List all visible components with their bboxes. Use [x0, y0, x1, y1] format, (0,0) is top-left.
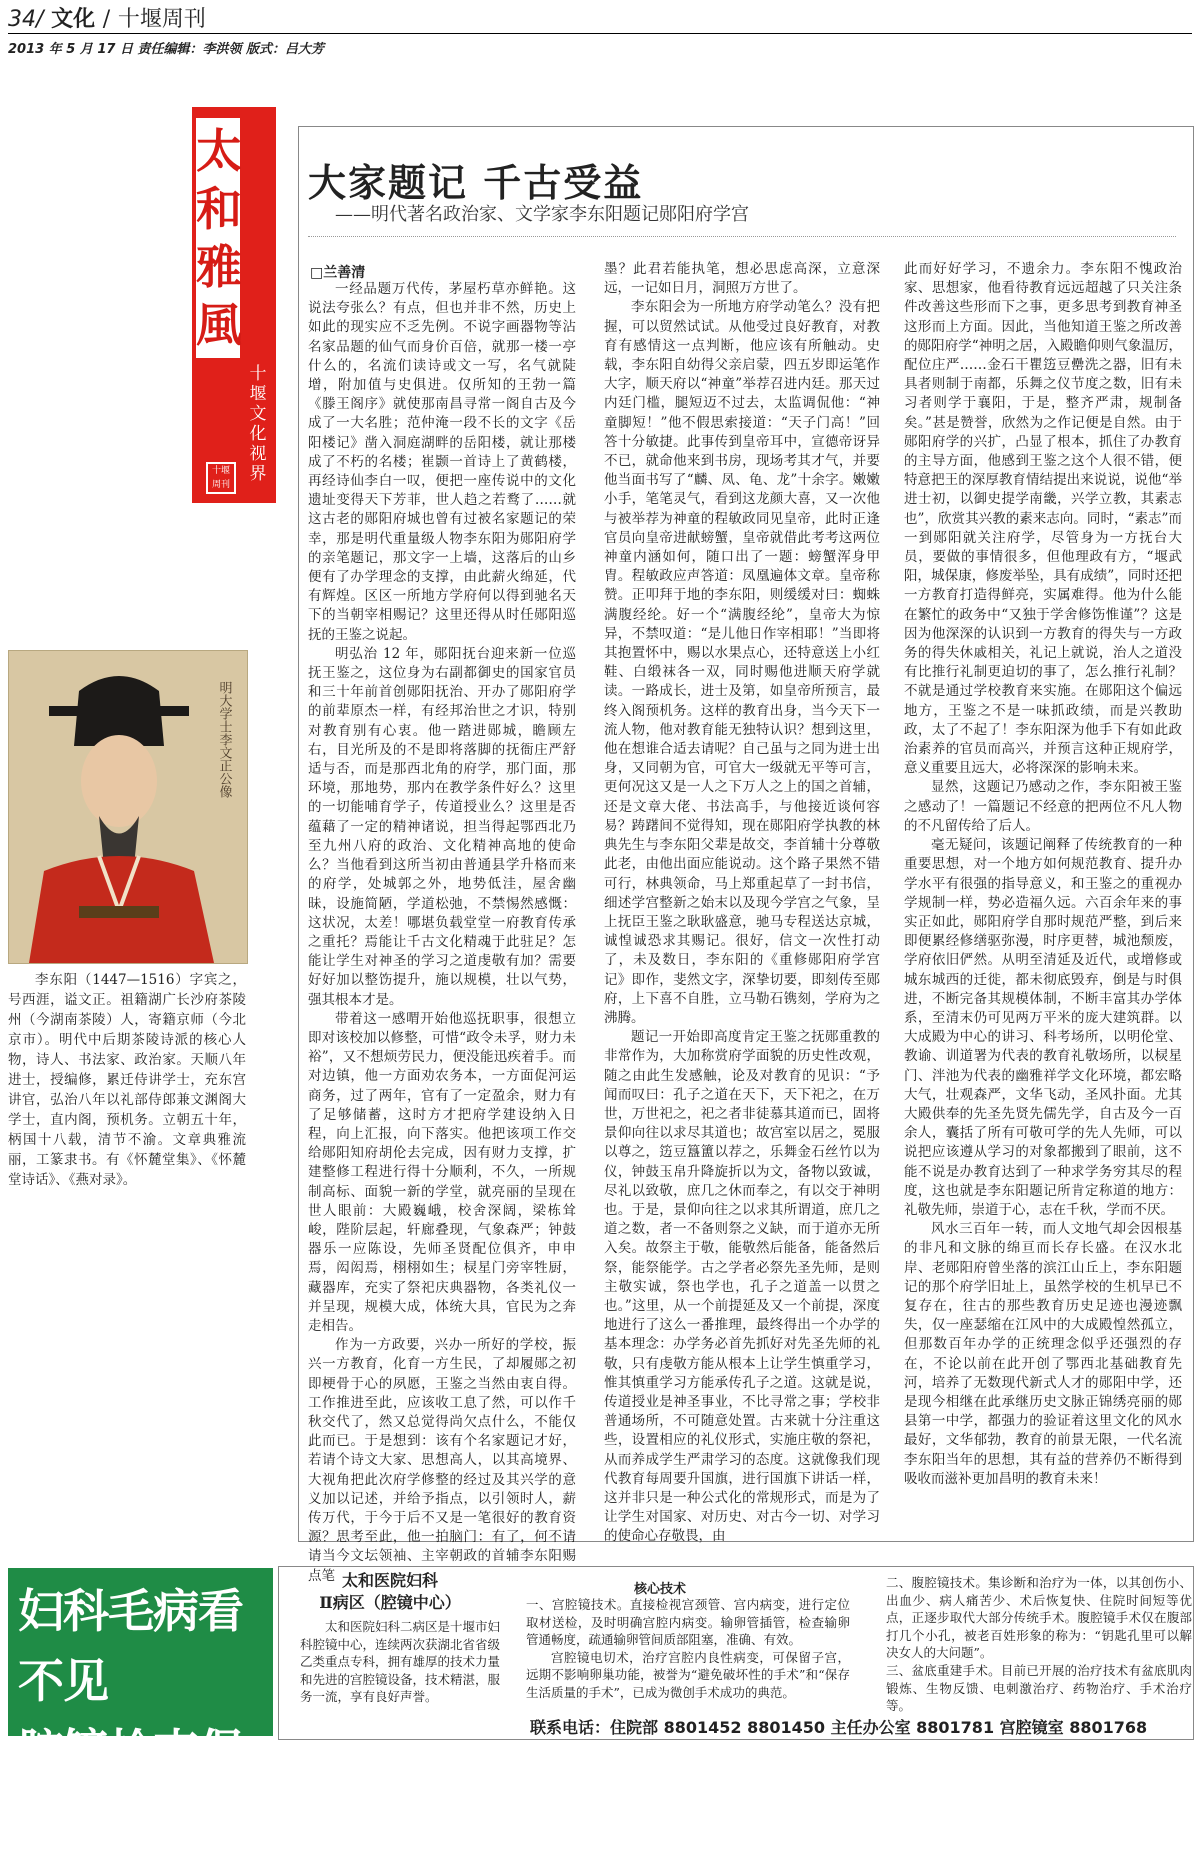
publication-name: 十堰周刊: [117, 7, 206, 32]
ad-core-item: 宫腔镜电切术，治疗宫腔内良性病变，可保留子宫，远期不影响卵巢功能，被誉为“避免破坏性的手术”和“保存生活质量的手术”，已成为微创手术成功的典范。: [526, 1649, 850, 1700]
paragraph: 带着这一感喟开始他巡抚职事，很想立即对该校加以修整，可惜“政令未孚，财力未裕”，又不想烦劳民力，便没能迅疾着手。而对边镇，他一方面劝农务本，一方面促河运商务，过了两年，官有了一定盈余，财力有了足够储蓄，这时方才把府学建设纳入日程，向上汇报，向下落实。他把该项工作交给郧阳知府胡伦去完成，因有财力支撑，扩建整修工程进行得十分顺利，不久，一所规制高标、面貌一新的学堂，就亮丽的呈现在世人眼前：大殿巍峨，校舍深阔，梁栋耸峻，陛阶层起，轩廊叠现，气象森严；钟鼓器乐一应陈设，先师圣贤配位俱齐，申申焉，闳闳焉，栩栩如生；棂星门旁宰牲厨，藏器库，充实了祭祀庆典器物，各类礼仪一并呈现，规模大成，体统大具，官民为之奔走相告。: [308, 1010, 576, 1334]
header-meta: 2013 年 5 月 17 日 责任编辑：李洪领 版式：吕大芳: [8, 42, 324, 57]
page-number: 34/: [8, 7, 44, 32]
ad-ward-name: Ⅱ病区（腔镜中心）: [319, 1593, 461, 1612]
section-name: 文化: [51, 6, 96, 32]
paragraph: 墨？此君若能执笔，想必思虑高深，立意深远，一记如日月，洞照万方世了。: [604, 261, 880, 297]
paragraph: 一经品题万代传，茅屋朽草亦鲜艳。这说法夸张么？有点，但也并非不然，历史上如此的现实应不乏先例。不说字画器物等沾名家品题的仙气而身价百倍，就那一楼一亭什么的，名流们读诗或文一写，名气就陡增，附加值与史俱进。仅所知的王勃一篇《滕王阁序》就使那南昌寻常一阁自古及今成了一大名胜；范仲淹一段不长的文字《岳阳楼记》凿入洞庭湖畔的岳阳楼，就让那楼成了不朽的名楼；崔颢一首诗上了黄鹤楼，再经诗仙李白一叹，便把一座传说中的文化遗址变得天下芳菲，世人趋之若鹜了……就这古老的郧阳府城也曾有过被名家题记的荣幸，那是明代重量级人物李东阳为郧阳府学的亲笔题记，那文字一上墙，这落后的山乡便有了办学理念的支撑，由此薪火绵延，代有辉煌。区区一所地方学府何以得到驰名天下的当朝宰相赐记？这里还得从时任郧阳巡抚的王鉴之说起。: [308, 281, 576, 643]
column-title: 太和雅風: [196, 118, 240, 358]
header-slash: /: [102, 7, 111, 32]
portrait-inscription: 明大学士李文正公像: [216, 681, 232, 798]
column-subtitle: 十堰文化视界: [249, 364, 267, 484]
paragraph: 此而好好学习，不遗余力。李东阳不愧政治家、思想家，他看待教育远远超越了只关注条件改善这些形而下之事，更多思考到教育神圣这形而上方面。因此，当他知道王鉴之所改善的郧阳府学“神明之居，入殿瞻仰则气象温厉，配位庄严……金石干瞿笾豆罍洗之器，旧有未具者则制于南都，乐舞之仪节度之数，旧有未习者则学于襄阳，于是，整齐严肃，规制备矣。”甚是赞誉，欣然为之作记便是自然。由于郧阳府学的兴扩，凸显了根本，抓住了办教育的主导方面，他感到王鉴之这个人很不错，便特意把王的深厚教育情结提出来说说，说他“举进士初，以御史提学南畿，兴学立教，其素志也”，欣赏其兴教的素来志向。同时，“素志”而一到郧阳就关注府学，尽管身为一方抚台大员，要做的事情很多，但他理政有方，“堰武阳，城保康，修废举坠，具有成绩”，同时还把一方教育打造得鲜亮，实属难得。他为什么能在繁忙的政务中“又独于学舍修饬惟谨”？这是因为他深深的认识到一方教育的得失与一方政务的得失休戚相关，礼记上就说，治人之道没有比推行礼制更迫切的事了，怎么推行礼制？不就是通过学校教育来实施。在郧阳这个偏远地方，王鉴之不是一味抓政绩，而是兴教助政，太了不起了！李东阳深为他手下有如此政治素养的官员而高兴，并预言这种正规府学，意义重要且远大，必将深深的影响未来。: [904, 261, 1182, 777]
article-subtitle: ——明代著名政治家、文学家李东阳题记郧阳府学宫: [335, 204, 749, 225]
ad-hospital-name: 太和医院妇科: [341, 1571, 438, 1590]
ad-slogan-line-2: 腔镜检查保安全: [18, 1724, 243, 1848]
paragraph: 李东阳会为一所地方府学动笔么？没有把握，可以贸然试试。从他受过良好教育，对教育有感情这一点判断，他应该有所触动。史载，李东阳自幼得父亲启蒙，四五岁即运笔作大字，顺天府以“神童”举荐召进内廷。那天过内廷门槛，腿短迈不过去，太监调侃他：“神童脚短！”他不假思索接道：“天子门高！”回答十分敏捷。此事传到皇帝耳中，宣德帝讶异不已，就命他来到书房，现场考其才气，并要他当面书写了“麟、凤、龟、龙”十余字。嫩嫩小手，笔笔灵气，看到这龙颜大喜，又一次他与被举荐为神童的程敏政同见皇帝，此时正逢官员向皇帝进献螃蟹，皇帝就借此考考这两位神童内涵如何，随口出了一题：螃蟹浑身甲胄。程敏政应声答道：凤凰遍体文章。皇帝称赞。正叩拜于地的李东阳，则缓缓对曰：蜘蛛满腹经纶。好一个“满腹经纶”，皇帝大为惊异，不禁叹道：“是儿他日作宰相耶！”当即将其抱置怀中，赐以水果点心，还特意送上小红鞋、白缎袜各一双，同时赐他进顺天府学就读。一路成长，进士及第，如皇帝所预言，最终入阁预机务。这样的教育出身，当今天下一流人物，他对教育能无独特认识？想到这里，他在想谁合适去请呢？自己虽与之同为进士出身，又同朝为官，可官大一级就无平等可言，更何况这又是一人之下万人之上的国之首辅，还是文章大佬、书法高手，与他接近谈何容易？踌躇间不觉得知，现在郧阳府学执教的林典先生与李东阳父辈是故交，李首辅十分尊敬此老，由他出面应能说动。这个路子果然不错可行，林典领命，马上郑重起草了一封书信，细述学宫整新之始末以及现今学宫之气象，呈上抚臣王鉴之耿耿盛意，驰马专程送达京城，诚惶诚恐求其赐记。很好，信文一次性打动了，未及数日，李东阳的《重修郧阳府学宫记》即作，斐然文字，深挚切要，即刻传至郧府，上下喜不自胜，立马勒石镌刻，学府为之沸腾。: [604, 299, 880, 1026]
article-column-3: [904, 260, 1182, 1538]
title-separator: [308, 236, 1176, 238]
paragraph: 题记一开始即高度肯定王鉴之抚郧重教的非常作为，大加称赏府学面貌的历史性改观，随之由此生发感触，论及对教育的见识：“予闻而叹曰：孔子之道在天下，天下祀之，在万世，万世祀之，祀之者非徒慕其道而已，固将景仰向往以求尽其道也；故宫室以居之，冕服以尊之，笾豆簋簠以荐之，乐舞金石丝竹以为仪，钟鼓玉帛升降旋折以为文，备物以致诚，尽礼以致敬，庶几之休而奉之，有以交于神明也。于是，景仰向往之以求其所谓道，庶几之道之数，者一不备则祭之义缺，而于道亦无所入矣。故祭主于敬，能敬然后能备，能备然后祭，能祭能学。古之学者必祭先圣先师，是则主敬实诚，祭也学也，孔子之道盖一以贯之也。”这里，从一个前提延及又一个前提，深度地进行了这么一番推理，最终得出一个办学的基本理念：办学务必首先抓好对先圣先师的礼敬，只有虔敬方能从根本上让学生慎重学习，惟其慎重学习方能承传孔子之道。这就是说，传道授业是神圣事业，不比寻常之事；学校非普通场所，不可随意处置。古来就十分注重这些，设置相应的礼仪形式，实施庄敬的祭祀，从而养成学生严肃学习的态度。这就像我们现代教育每周要升国旗，进行国旗下讲话一样，这并非只是一种公式化的常规形式，而是为了让学生对国家、对历史、对古今一切、对学习的使命心存敬畏，由: [604, 1029, 880, 1545]
ad-hospital-title: [300, 1570, 480, 1614]
page-header: [8, 2, 206, 33]
portrait-image: [8, 650, 248, 964]
portrait-caption: [8, 970, 246, 1190]
ad-slogan-panel: [8, 1568, 273, 1848]
paragraph: 明弘治 12 年，郧阳抚台迎来新一位巡抚王鉴之，这位身为右副都御史的国家官员和三十年前首创郧阳抚治、开办了郧阳府学的前辈原杰一样，有经邦治世之才识，特别对教育别有心衷。他一踏进郧城，瞻顾左右，目光所及的不是即将落脚的抚衙庄严舒适与否，而是那西北角的府学，那门面，那环境，那地势，那内在教学条件好么？这里的一切能哺育学子，传道授业么？这里是否蕴藉了一定的精神诸说，担当得起鄂西北乃至九州八府的政治、文化精神高地的使命么？当他看到这所当初由普通县学升格而来的府学，处城郭之外，地势低洼，屋舍幽昧，设施简陋，学道松弛，不禁惕然感慨：这状况，太差！哪堪负载堂堂一府教育传承之重托？焉能让千古文化精魂于此驻足？怎能让学生对神圣的学习之道虔敬有加？需要好好加以整饬提升，施以规模，壮以气势，强其根本才是。: [308, 645, 576, 1008]
paragraph: 显然，这题记乃感动之作，李东阳被王鉴之感动了！一篇题记不经意的把两位不凡人物的不凡留传给了后人。: [904, 779, 1182, 834]
ad-intro: [300, 1618, 500, 1736]
ad-slogan-line-1: 妇科毛病看不见: [18, 1584, 243, 1708]
ad-slogan: [8, 1568, 273, 1864]
article-title: 大家题记 千古受益: [308, 160, 644, 205]
ad-right-text: [886, 1574, 1192, 1714]
caption-text: 李东阳（1447—1516）字宾之，号西涯，谥文正。祖籍湖广长沙府茶陵州（今湖南茶陵）人，寄籍京师（今北京市）。明代中后期茶陵诗派的核心人物，诗人、书法家、政治家。天顺八年进士，授编修，累迁侍讲学士，充东宫讲官，弘治八年以礼部侍郎兼文渊阁大学士，直内阁，预机务。立朝五十年，柄国十八载，清节不渝。文章典雅流丽，工篆隶书。有《怀麓堂集》、《怀麓堂诗话》、《燕对录》。: [8, 972, 246, 1188]
ad-intro-text: 太和医院妇科二病区是十堰市妇科腔镜中心，连续两次获湖北省省级乙类重点专科，拥有雄厚的技术力量和先进的宫腔镜设备，技术精湛，服务一流，享有良好声誉。: [300, 1619, 501, 1705]
ad-right-item: 二、腹腔镜技术。集诊断和治疗为一体，以其创伤小、出血少、病人痛苦少、术后恢复快、住院时间短等优点，正逐步取代大部分传统手术。腹腔镜手术仅在腹部打几个小孔，被老百姓形象的称为：“钥匙孔里可以解决女人的大问题”。: [886, 1575, 1192, 1661]
ad-core-item: 一、宫腔镜技术。直接检视宫颈管、宫内病变，进行定位取材送检，及时明确宫腔内病变。输卵管插管，检查输卵管通畅度，疏通输卵管间质部阻塞，准确、有效。: [526, 1597, 850, 1648]
paragraph: 风水三百年一转，而人文地气却会因根基的非凡和文脉的绵亘而长存长盛。在汉水北岸、老郧阳府曾坐落的滨江山丘上，李东阳题记的那个府学旧址上，虽然学校的生机早已不复存在，往古的那些教育历史足迹也漫迹飘失，仅一座瑟缩在江风中的大成殿惶然孤立，但那数百年办学的正统理念似乎还强烈的存在，不论以前在此开创了鄂西北基础教育先河，培养了无数现代新式人才的郧阳中学，还是现今相继在此承继历史文脉正锦绣亮丽的郧县第一中学，都强力的验证着这里文化的风水最好，文华郁勃，教育的前景无限，一代名流李东阳当年的思想，其有益的营养仍不断得到吸收而滋补更加昌明的教育未来！: [904, 1221, 1182, 1487]
paragraph: 毫无疑问，该题记阐释了传统教育的一种重要思想，对一个地方如何规范教育、提升办学水平有很强的指导意义，和王鉴之的重视办学规制一样，势必造福久远。六百余年来的事实正如此，郧阳府学自那时规范严整，到后来即便累经修缮驱弥漫，时序更替，城池颓废，学府依旧俨然。从明至清延及近代，或增修或城东城西的迁徙，都未彻底毁弃，倒是与时俱进，不断完备其规模体制，不断丰富其办学体系，至清末仍可见两万平米的庞大建筑群。以大成殿为中心的讲习、科考场所，以明伦堂、教谕、训道署为代表的教育礼敬场所，以棂星门、泮池为代表的幽雅祥学文化环境，都宏略大气，壮观森严，文华飞动，圣风扑面。尤其大殿供奉的先圣先贤先儒先学，自古及今一百余人，囊括了所有可敬可学的先人先师，可以说把应该遵从学习的对象都搬到了眼前，这不能不说是办教育达到了一种求学务穷其尽的程度，这也就是李东阳题记所肯定称道的地方：礼敬先师，崇道于心，志在千秋，学而不厌。: [904, 837, 1182, 1218]
ad-core-heading: 核心技术: [633, 1582, 686, 1597]
paragraph: 作为一方政要，兴办一所好的学校，振兴一方教育，化育一方生民，了却履郧之初即梗骨于心的夙愿，王鉴之当然由衷自得。工作推进至此，应该收工息了然，可以作千秋交代了，然又总觉得尚欠点什么，不能仅此而已。于是想到：该有个名家题记才好，若请个诗文大家、思想高人，以其高境界、大视角把此次府学修整的经过及其兴学的意义加以记述，并给予指点，以引领时人，薪传万代，于今于后不又是一笔很好的教育资源？思考至此，他一拍脑门：有了，何不请请当今文坛领袖、主宰朝政的首辅李东阳赐点笔: [308, 1337, 576, 1584]
column-seal: 十堰周刊: [206, 462, 236, 494]
article-column-2: [604, 260, 880, 1545]
ad-right-item: 三、盆底重建手术。目前已开展的治疗技术有盆底肌肉锻炼、生物反馈、电刺激治疗、药物治疗、手术治疗等。: [886, 1662, 1192, 1714]
article-byline: □兰善清: [310, 265, 366, 281]
header-rule: [8, 33, 1192, 34]
ad-core-technology: [526, 1596, 850, 1712]
portrait-drawing: [9, 651, 247, 963]
ad-contact: 联系电话：住院部 8801452 8801450 主任办公室 8801781 宫腔镜室 8801768: [530, 1718, 1148, 1737]
